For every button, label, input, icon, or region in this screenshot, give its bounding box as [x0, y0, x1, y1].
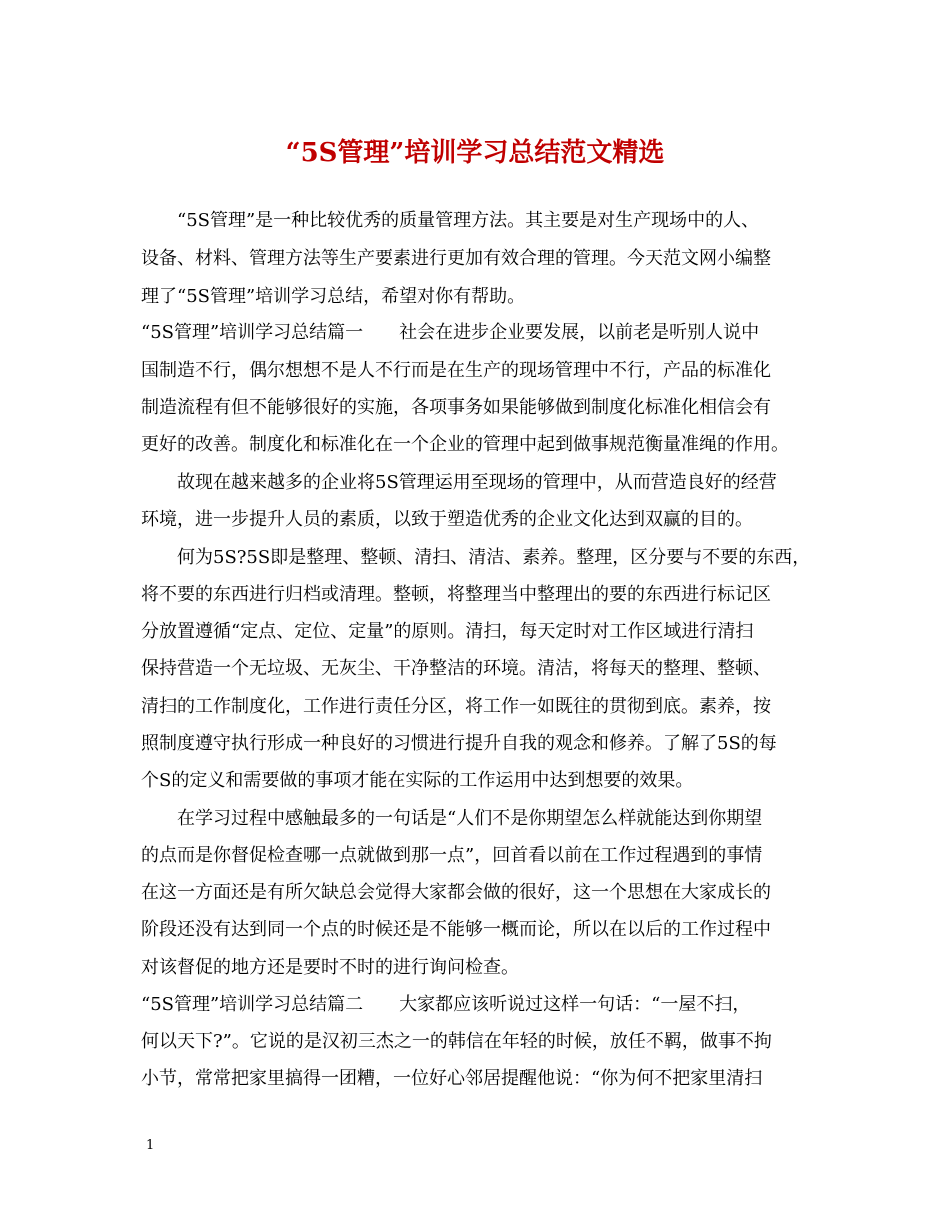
text-line: 的点而是你督促检查哪一点就做到那一点”，回首看以前在工作过程遇到的事情: [141, 845, 763, 866]
text-line: 小节，常常把家里搞得一团糟，一位好心邻居提醒他说：“你为何不把家里清扫: [141, 1068, 763, 1089]
text-line: 阶段还没有达到同一个点的时候还是不能够一概而论，所以在以后的工作过程中: [141, 919, 771, 940]
page-number: 1: [146, 1138, 155, 1153]
text-line: “5S管理”是一种比较优秀的质量管理方法。其主要是对生产现场中的人、: [177, 210, 760, 231]
text-line: 更好的改善。制度化和标准化在一个企业的管理中起到做事规范衡量准绳的作用。: [141, 434, 789, 455]
text-line: “5S管理”培训学习总结篇一 社会在进步企业要发展，以前老是听别人说中: [141, 322, 760, 343]
text-line: 对该督促的地方还是要时不时的进行询问检查。: [141, 957, 519, 978]
text-line: 在这一方面还是有所欠缺总会觉得大家都会做的很好，这一个思想在大家成长的: [141, 882, 771, 903]
text-line: 将不要的东西进行归档或清理。整顿，将整理当中整理出的要的东西进行标记区: [141, 584, 771, 605]
text-line: 个S的定义和需要做的事项才能在实际的工作运用中达到想要的效果。: [141, 770, 694, 791]
text-line: 国制造不行，偶尔想想不是人不行而是在生产的现场管理中不行，产品的标准化: [141, 360, 771, 381]
text-line: 环境，进一步提升人员的素质，以致于塑造优秀的企业文化达到双赢的目的。: [141, 509, 753, 530]
text-line: 设备、材料、管理方法等生产要素进行更加有效合理的管理。今天范文网小编整: [141, 248, 771, 269]
text-line: 故现在越来越多的企业将5S管理运用至现场的管理中，从而营造良好的经营: [177, 472, 777, 493]
text-line: 保持营造一个无垃圾、无灰尘、干净整洁的环境。清洁，将每天的整理、整顿、: [141, 658, 771, 679]
text-line: 理了“5S管理”培训学习总结，希望对你有帮助。: [141, 286, 526, 307]
text-line: 照制度遵守执行形成一种良好的习惯进行提升自我的观念和修养。了解了5S的每: [141, 733, 777, 754]
text-line: 清扫的工作制度化，工作进行责任分区，将工作一如既往的贯彻到底。素养，按: [141, 696, 771, 717]
text-line: 何为5S?5S即是整理、整顿、清扫、清洁、素养。整理，区分要与不要的东西，: [177, 547, 811, 568]
text-line: “5S管理”培训学习总结篇二 大家都应该听说过这样一句话：“一屋不扫，: [141, 994, 751, 1015]
text-line: 何以天下?”。它说的是汉初三杰之一的韩信在年轻的时候，放任不羁，做事不拘: [141, 1031, 772, 1052]
document-title: “5S管理”培训学习总结范文精选: [285, 138, 665, 168]
text-line: 制造流程有但不能够很好的实施，各项事务如果能够做到制度化标准化相信会有: [141, 397, 771, 418]
text-line: 分放置遵循“定点、定位、定量”的原则。清扫，每天定时对工作区域进行清扫: [141, 621, 754, 642]
text-line: 在学习过程中感触最多的一句话是“人们不是你期望怎么样就能达到你期望: [177, 808, 763, 829]
